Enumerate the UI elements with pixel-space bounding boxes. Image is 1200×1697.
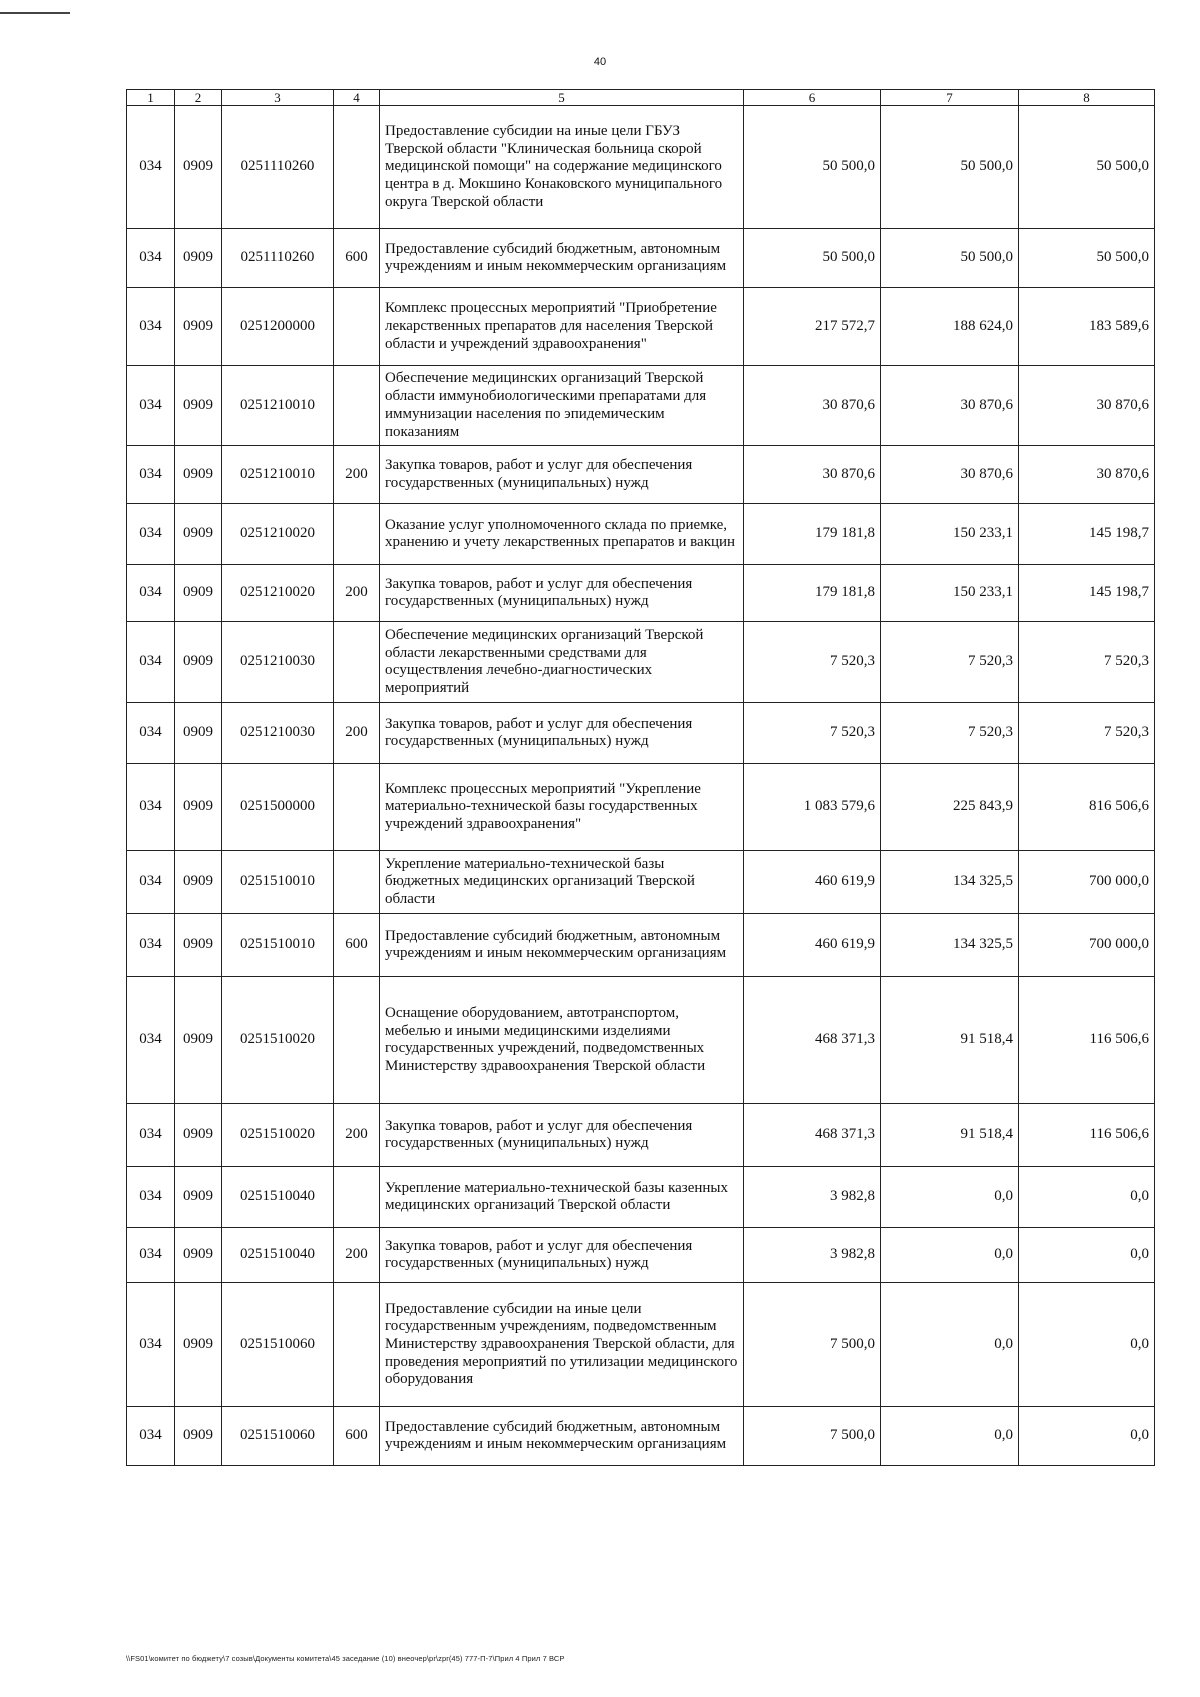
section-code-cell: 0909	[175, 764, 222, 851]
expense-type-cell: 600	[334, 1407, 380, 1466]
amount-col6-cell: 468 371,3	[744, 1104, 881, 1167]
target-code-cell: 0251110260	[222, 229, 334, 288]
expense-type-cell	[334, 977, 380, 1104]
section-code-cell: 0909	[175, 288, 222, 366]
section-code-cell: 0909	[175, 366, 222, 446]
description-cell: Оказание услуг уполномоченного склада по приемке, хранению и учету лекарственных препаратов и вакцин	[380, 504, 744, 565]
admin-code-cell: 034	[127, 1283, 175, 1407]
amount-col7-cell: 134 325,5	[881, 914, 1019, 977]
admin-code-cell: 034	[127, 914, 175, 977]
admin-code-cell: 034	[127, 366, 175, 446]
amount-col6-cell: 30 870,6	[744, 366, 881, 446]
target-code-cell: 0251110260	[222, 106, 334, 229]
column-header-6: 6	[744, 90, 881, 106]
expense-type-cell: 200	[334, 565, 380, 622]
amount-col8-cell: 700 000,0	[1019, 851, 1155, 914]
amount-col6-cell: 179 181,8	[744, 565, 881, 622]
section-code-cell: 0909	[175, 851, 222, 914]
target-code-cell: 0251510060	[222, 1283, 334, 1407]
amount-col6-cell: 3 982,8	[744, 1167, 881, 1228]
section-code-cell: 0909	[175, 622, 222, 703]
section-code-cell: 0909	[175, 504, 222, 565]
amount-col6-cell: 7 520,3	[744, 622, 881, 703]
table-row	[127, 1167, 1155, 1228]
table-row	[127, 851, 1155, 914]
section-code-cell: 0909	[175, 1104, 222, 1167]
amount-col8-cell: 700 000,0	[1019, 914, 1155, 977]
table-row	[127, 703, 1155, 764]
column-header-3: 3	[222, 90, 334, 106]
amount-col8-cell: 816 506,6	[1019, 764, 1155, 851]
description-cell: Оснащение оборудованием, автотранспортом, мебелью и иными медицинскими изделиями государственных учреждений, подведомственных Министерству здравоохранения Тверской области	[380, 977, 744, 1104]
amount-col8-cell: 30 870,6	[1019, 366, 1155, 446]
table-row	[127, 622, 1155, 703]
amount-col8-cell: 7 520,3	[1019, 703, 1155, 764]
admin-code-cell: 034	[127, 851, 175, 914]
amount-col6-cell: 179 181,8	[744, 504, 881, 565]
table-row	[127, 1407, 1155, 1466]
description-cell: Комплекс процессных мероприятий "Укрепление материально-технической базы государственных учреждений здравоохранения"	[380, 764, 744, 851]
amount-col7-cell: 50 500,0	[881, 106, 1019, 229]
table-row	[127, 288, 1155, 366]
table-row	[127, 1283, 1155, 1407]
target-code-cell: 0251210010	[222, 366, 334, 446]
expense-type-cell	[334, 622, 380, 703]
amount-col8-cell: 0,0	[1019, 1167, 1155, 1228]
amount-col6-cell: 7 500,0	[744, 1407, 881, 1466]
amount-col7-cell: 7 520,3	[881, 622, 1019, 703]
amount-col6-cell: 7 500,0	[744, 1283, 881, 1407]
target-code-cell: 0251510020	[222, 1104, 334, 1167]
column-header-8: 8	[1019, 90, 1155, 106]
amount-col6-cell: 468 371,3	[744, 977, 881, 1104]
description-cell: Предоставление субсидий бюджетным, автономным учреждениям и иным некоммерческим организациям	[380, 914, 744, 977]
target-code-cell: 0251210030	[222, 622, 334, 703]
description-cell: Предоставление субсидий бюджетным, автономным учреждениям и иным некоммерческим организациям	[380, 229, 744, 288]
description-cell: Закупка товаров, работ и услуг для обеспечения государственных (муниципальных) нужд	[380, 1228, 744, 1283]
amount-col6-cell: 3 982,8	[744, 1228, 881, 1283]
table-row	[127, 106, 1155, 229]
amount-col7-cell: 30 870,6	[881, 446, 1019, 504]
section-code-cell: 0909	[175, 977, 222, 1104]
section-code-cell: 0909	[175, 1283, 222, 1407]
section-code-cell: 0909	[175, 1228, 222, 1283]
amount-col8-cell: 0,0	[1019, 1283, 1155, 1407]
expense-type-cell	[334, 366, 380, 446]
target-code-cell: 0251500000	[222, 764, 334, 851]
amount-col7-cell: 134 325,5	[881, 851, 1019, 914]
admin-code-cell: 034	[127, 622, 175, 703]
amount-col7-cell: 0,0	[881, 1283, 1019, 1407]
table-row	[127, 446, 1155, 504]
admin-code-cell: 034	[127, 1228, 175, 1283]
amount-col7-cell: 30 870,6	[881, 366, 1019, 446]
expense-type-cell: 200	[334, 1228, 380, 1283]
admin-code-cell: 034	[127, 504, 175, 565]
table-row	[127, 565, 1155, 622]
amount-col8-cell: 116 506,6	[1019, 977, 1155, 1104]
description-cell: Закупка товаров, работ и услуг для обеспечения государственных (муниципальных) нужд	[380, 703, 744, 764]
description-cell: Укрепление материально-технической базы казенных медицинских организаций Тверской области	[380, 1167, 744, 1228]
amount-col7-cell: 91 518,4	[881, 1104, 1019, 1167]
amount-col7-cell: 0,0	[881, 1228, 1019, 1283]
admin-code-cell: 034	[127, 288, 175, 366]
target-code-cell: 0251510040	[222, 1167, 334, 1228]
amount-col8-cell: 7 520,3	[1019, 622, 1155, 703]
amount-col8-cell: 116 506,6	[1019, 1104, 1155, 1167]
expense-type-cell	[334, 1167, 380, 1228]
table-row	[127, 229, 1155, 288]
amount-col7-cell: 50 500,0	[881, 229, 1019, 288]
section-code-cell: 0909	[175, 914, 222, 977]
column-number-header	[127, 90, 1155, 106]
amount-col8-cell: 0,0	[1019, 1228, 1155, 1283]
amount-col8-cell: 145 198,7	[1019, 565, 1155, 622]
table-row	[127, 764, 1155, 851]
section-code-cell: 0909	[175, 1407, 222, 1466]
target-code-cell: 0251210010	[222, 446, 334, 504]
column-header-5: 5	[380, 90, 744, 106]
expense-type-cell: 200	[334, 1104, 380, 1167]
expense-type-cell	[334, 1283, 380, 1407]
expense-type-cell: 600	[334, 914, 380, 977]
description-cell: Комплекс процессных мероприятий "Приобретение лекарственных препаратов для населения Тверской области и учреждений здравоохранения"	[380, 288, 744, 366]
amount-col7-cell: 150 233,1	[881, 565, 1019, 622]
admin-code-cell: 034	[127, 764, 175, 851]
expense-type-cell: 200	[334, 703, 380, 764]
description-cell: Закупка товаров, работ и услуг для обеспечения государственных (муниципальных) нужд	[380, 1104, 744, 1167]
target-code-cell: 0251510040	[222, 1228, 334, 1283]
target-code-cell: 0251510020	[222, 977, 334, 1104]
table-row	[127, 977, 1155, 1104]
admin-code-cell: 034	[127, 1407, 175, 1466]
amount-col6-cell: 50 500,0	[744, 106, 881, 229]
amount-col8-cell: 30 870,6	[1019, 446, 1155, 504]
description-cell: Предоставление субсидии на иные цели ГБУЗ Тверской области "Клиническая больница скорой медицинской помощи" на содержание медицинского центра в д. Мокшино Конаковского муниципального округа Тверской области	[380, 106, 744, 229]
amount-col6-cell: 50 500,0	[744, 229, 881, 288]
page-number: 40	[593, 56, 607, 68]
admin-code-cell: 034	[127, 229, 175, 288]
amount-col8-cell: 0,0	[1019, 1407, 1155, 1466]
amount-col7-cell: 0,0	[881, 1167, 1019, 1228]
amount-col6-cell: 460 619,9	[744, 914, 881, 977]
amount-col8-cell: 145 198,7	[1019, 504, 1155, 565]
amount-col8-cell: 183 589,6	[1019, 288, 1155, 366]
expense-type-cell	[334, 851, 380, 914]
target-code-cell: 0251200000	[222, 288, 334, 366]
amount-col7-cell: 225 843,9	[881, 764, 1019, 851]
target-code-cell: 0251510060	[222, 1407, 334, 1466]
table-row	[127, 1228, 1155, 1283]
target-code-cell: 0251210030	[222, 703, 334, 764]
table-row	[127, 1104, 1155, 1167]
expense-type-cell	[334, 288, 380, 366]
expense-type-cell: 600	[334, 229, 380, 288]
column-header-2: 2	[175, 90, 222, 106]
description-cell: Укрепление материально-технической базы бюджетных медицинских организаций Тверской области	[380, 851, 744, 914]
expense-type-cell	[334, 764, 380, 851]
expense-type-cell: 200	[334, 446, 380, 504]
description-cell: Закупка товаров, работ и услуг для обеспечения государственных (муниципальных) нужд	[380, 565, 744, 622]
amount-col6-cell: 30 870,6	[744, 446, 881, 504]
section-code-cell: 0909	[175, 446, 222, 504]
amount-col7-cell: 188 624,0	[881, 288, 1019, 366]
column-header-7: 7	[881, 90, 1019, 106]
amount-col7-cell: 91 518,4	[881, 977, 1019, 1104]
admin-code-cell: 034	[127, 1104, 175, 1167]
description-cell: Предоставление субсидии на иные цели государственным учреждениям, подведомственным Министерству здравоохранения Тверской области, для проведения мероприятий по утилизации медицинского оборудования	[380, 1283, 744, 1407]
admin-code-cell: 034	[127, 565, 175, 622]
target-code-cell: 0251510010	[222, 914, 334, 977]
table-row	[127, 914, 1155, 977]
amount-col7-cell: 0,0	[881, 1407, 1019, 1466]
target-code-cell: 0251210020	[222, 504, 334, 565]
admin-code-cell: 034	[127, 1167, 175, 1228]
description-cell: Обеспечение медицинских организаций Тверской области иммунобиологическими препаратами для иммунизации населения по эпидемическим показаниям	[380, 366, 744, 446]
amount-col7-cell: 7 520,3	[881, 703, 1019, 764]
budget-table	[126, 89, 1155, 1466]
target-code-cell: 0251510010	[222, 851, 334, 914]
column-header-4: 4	[334, 90, 380, 106]
amount-col6-cell: 460 619,9	[744, 851, 881, 914]
amount-col8-cell: 50 500,0	[1019, 106, 1155, 229]
amount-col6-cell: 7 520,3	[744, 703, 881, 764]
expense-type-cell	[334, 106, 380, 229]
description-cell: Обеспечение медицинских организаций Тверской области лекарственными средствами для осуществления лечебно-диагностических мероприятий	[380, 622, 744, 703]
section-code-cell: 0909	[175, 229, 222, 288]
admin-code-cell: 034	[127, 106, 175, 229]
amount-col6-cell: 1 083 579,6	[744, 764, 881, 851]
description-cell: Предоставление субсидий бюджетным, автономным учреждениям и иным некоммерческим организациям	[380, 1407, 744, 1466]
expense-type-cell	[334, 504, 380, 565]
table-row	[127, 366, 1155, 446]
section-code-cell: 0909	[175, 565, 222, 622]
admin-code-cell: 034	[127, 977, 175, 1104]
section-code-cell: 0909	[175, 703, 222, 764]
description-cell: Закупка товаров, работ и услуг для обеспечения государственных (муниципальных) нужд	[380, 446, 744, 504]
section-code-cell: 0909	[175, 1167, 222, 1228]
column-header-1: 1	[127, 90, 175, 106]
admin-code-cell: 034	[127, 446, 175, 504]
footer-file-path: \\FS01\комитет по бюджету\7 созыв\Документы комитета\45 заседание (10) внеочер\pr\zpr(45) 777-П-7\Прил 4 Прил 7 ВСР	[126, 1654, 565, 1663]
admin-code-cell: 034	[127, 703, 175, 764]
amount-col7-cell: 150 233,1	[881, 504, 1019, 565]
amount-col8-cell: 50 500,0	[1019, 229, 1155, 288]
target-code-cell: 0251210020	[222, 565, 334, 622]
section-code-cell: 0909	[175, 106, 222, 229]
amount-col6-cell: 217 572,7	[744, 288, 881, 366]
table-row	[127, 504, 1155, 565]
scan-corner-mark	[0, 12, 70, 14]
